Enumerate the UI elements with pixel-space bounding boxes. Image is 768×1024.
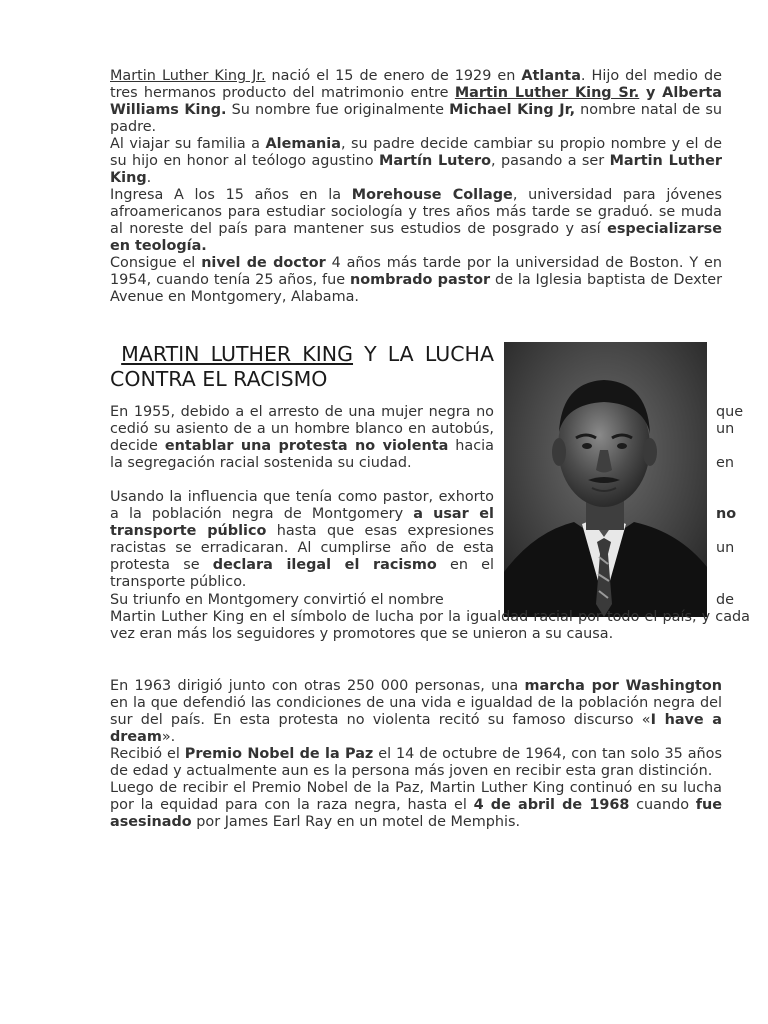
text: por James Earl Ray en un motel de Memphis.	[191, 814, 521, 830]
text: de la Iglesia baptista de Dexter Avenue en Montgomery, Alabama.	[110, 272, 722, 305]
text: Usando la influencia que tenía como pastor, exhorto a la población negra de Montgomery	[110, 489, 494, 522]
section-paragraph-1	[110, 404, 494, 472]
teologia-bold: especializarse en teología.	[110, 221, 722, 254]
text: en el transporte público.	[110, 557, 494, 590]
marcha-bold: marcha por Washington	[524, 678, 723, 694]
text: 4 años más tarde por la universidad de Boston. Y en 1954, cuando tenía 25 años, fue	[110, 255, 722, 288]
morehouse-bold: Morehouse Collage	[351, 187, 513, 203]
text: el 14 de octubre de 1964, con tan solo 35 años de edad y actualmente aun es la persona más joven en recibir esta gran distinción.	[110, 746, 722, 779]
text: . Hijo del medio de tres hermanos producto del matrimonio entre	[110, 68, 722, 101]
intro-paragraph-2	[110, 136, 722, 187]
text: nació el 15 de enero de 1929 en	[265, 68, 522, 84]
asesinado-bold: fue asesinado	[110, 797, 723, 830]
wrap-word-6: de	[716, 592, 734, 608]
no-bold: no	[716, 506, 737, 522]
transporte-bold: usar el transporte público	[110, 506, 494, 539]
pastor-bold: nombrado pastor	[349, 272, 491, 288]
portrait-photo	[504, 342, 707, 617]
text: en la que defendió las condiciones de una vida e igualdad de la población negra del sur del país. En esta protesta no violenta recitó su famoso discurso «	[110, 695, 722, 728]
later-section	[110, 678, 722, 831]
intro-paragraph-1	[110, 68, 722, 136]
michael-king-bold: Michael King Jr,	[449, 102, 576, 118]
section-paragraph-3-start: Su triunfo en Montgomery convirtió el nombre	[110, 592, 444, 608]
nobel-bold: Premio Nobel de la Paz	[184, 746, 374, 762]
wrap-word-1: que	[716, 404, 744, 420]
intro-paragraph-4	[110, 255, 722, 306]
text: , pasando a ser	[491, 153, 610, 169]
text: ».	[161, 729, 176, 745]
section-heading	[110, 342, 494, 392]
section-paragraph-2	[110, 489, 494, 591]
text: Ingresa A los 15 años en la	[110, 187, 352, 203]
dream-bold: I have a dream	[110, 712, 722, 745]
intro-paragraph-3	[110, 187, 722, 255]
text: Recibió el	[110, 746, 185, 762]
wrap-word-4	[716, 506, 756, 523]
mlk-jr-link[interactable]: Martin Luther King Jr.	[110, 68, 266, 84]
ilegal-bold: declara ilegal el racismo	[212, 557, 437, 573]
heading-text: Y LA LUCHA CONTRA EL RACISMO	[110, 342, 494, 391]
text: Al viajar su familia a	[110, 136, 266, 152]
text: Luego de recibir el Premio Nobel de la Paz, Martin Luther King continuó en su lucha por la equidad para con la raza negra, hasta el	[110, 780, 722, 813]
wrap-word-3: en	[716, 455, 734, 471]
text: Consigue el	[110, 255, 202, 271]
later-paragraph-1	[110, 678, 722, 746]
alberta-bold: y Alberta Williams King.	[110, 85, 723, 118]
text: Su nombre fue originalmente	[226, 102, 450, 118]
text: En 1963 dirigió junto con otras 250 000 personas, una	[110, 678, 525, 694]
wrap-word-2: un	[716, 421, 735, 437]
heading-link[interactable]: MARTIN LUTHER KING	[121, 342, 354, 366]
text: hacia la segregación racial sostenida su ciudad.	[110, 438, 494, 471]
a-bold: a	[413, 506, 423, 522]
doctor-bold: nivel de doctor	[201, 255, 326, 271]
alemania-bold: Alemania	[265, 136, 341, 152]
portrait-illustration	[504, 342, 707, 617]
martin-lutero-bold: Martín Lutero	[379, 153, 492, 169]
text: .	[146, 170, 152, 186]
text: hasta que esas expresiones racistas se erradicaran. Al cumplirse año de esta protesta se	[110, 523, 494, 573]
mlk-bold: Martin Luther King	[110, 153, 722, 186]
section-paragraph-3-rest: Martin Luther King en el símbolo de lucha por la igualdad racial por todo el país, y cada vez eran más los seguidores y promotores que se unieron a su causa.	[110, 609, 750, 642]
text: , universidad para jóvenes afroamericanos para estudiar sociología y tres años más tarde se graduó. se muda al noreste del país para mantener sus estudios de posgrado y así	[110, 187, 722, 237]
text: cuando	[629, 797, 696, 813]
text: , su padre decide cambiar su propio nombre y el de su hijo en honor al teólogo agustino	[110, 136, 723, 169]
text	[423, 506, 433, 522]
wrap-word-5: un	[716, 540, 735, 556]
text: En 1955, debido a el arresto de una mujer negra no cedió su asiento de a un hombre blanco en autobús, decide	[110, 404, 494, 454]
intro-section	[110, 68, 722, 306]
date-bold: 4 de abril de 1968	[473, 797, 630, 813]
mlk-sr-link[interactable]: Martin Luther King Sr.	[454, 85, 640, 101]
later-paragraph-3	[110, 780, 722, 831]
later-paragraph-2	[110, 746, 722, 780]
protesta-bold: entablar una protesta no violenta	[164, 438, 449, 454]
atlanta-bold: Atlanta	[521, 68, 581, 84]
text: nombre natal de su padre.	[110, 102, 722, 135]
